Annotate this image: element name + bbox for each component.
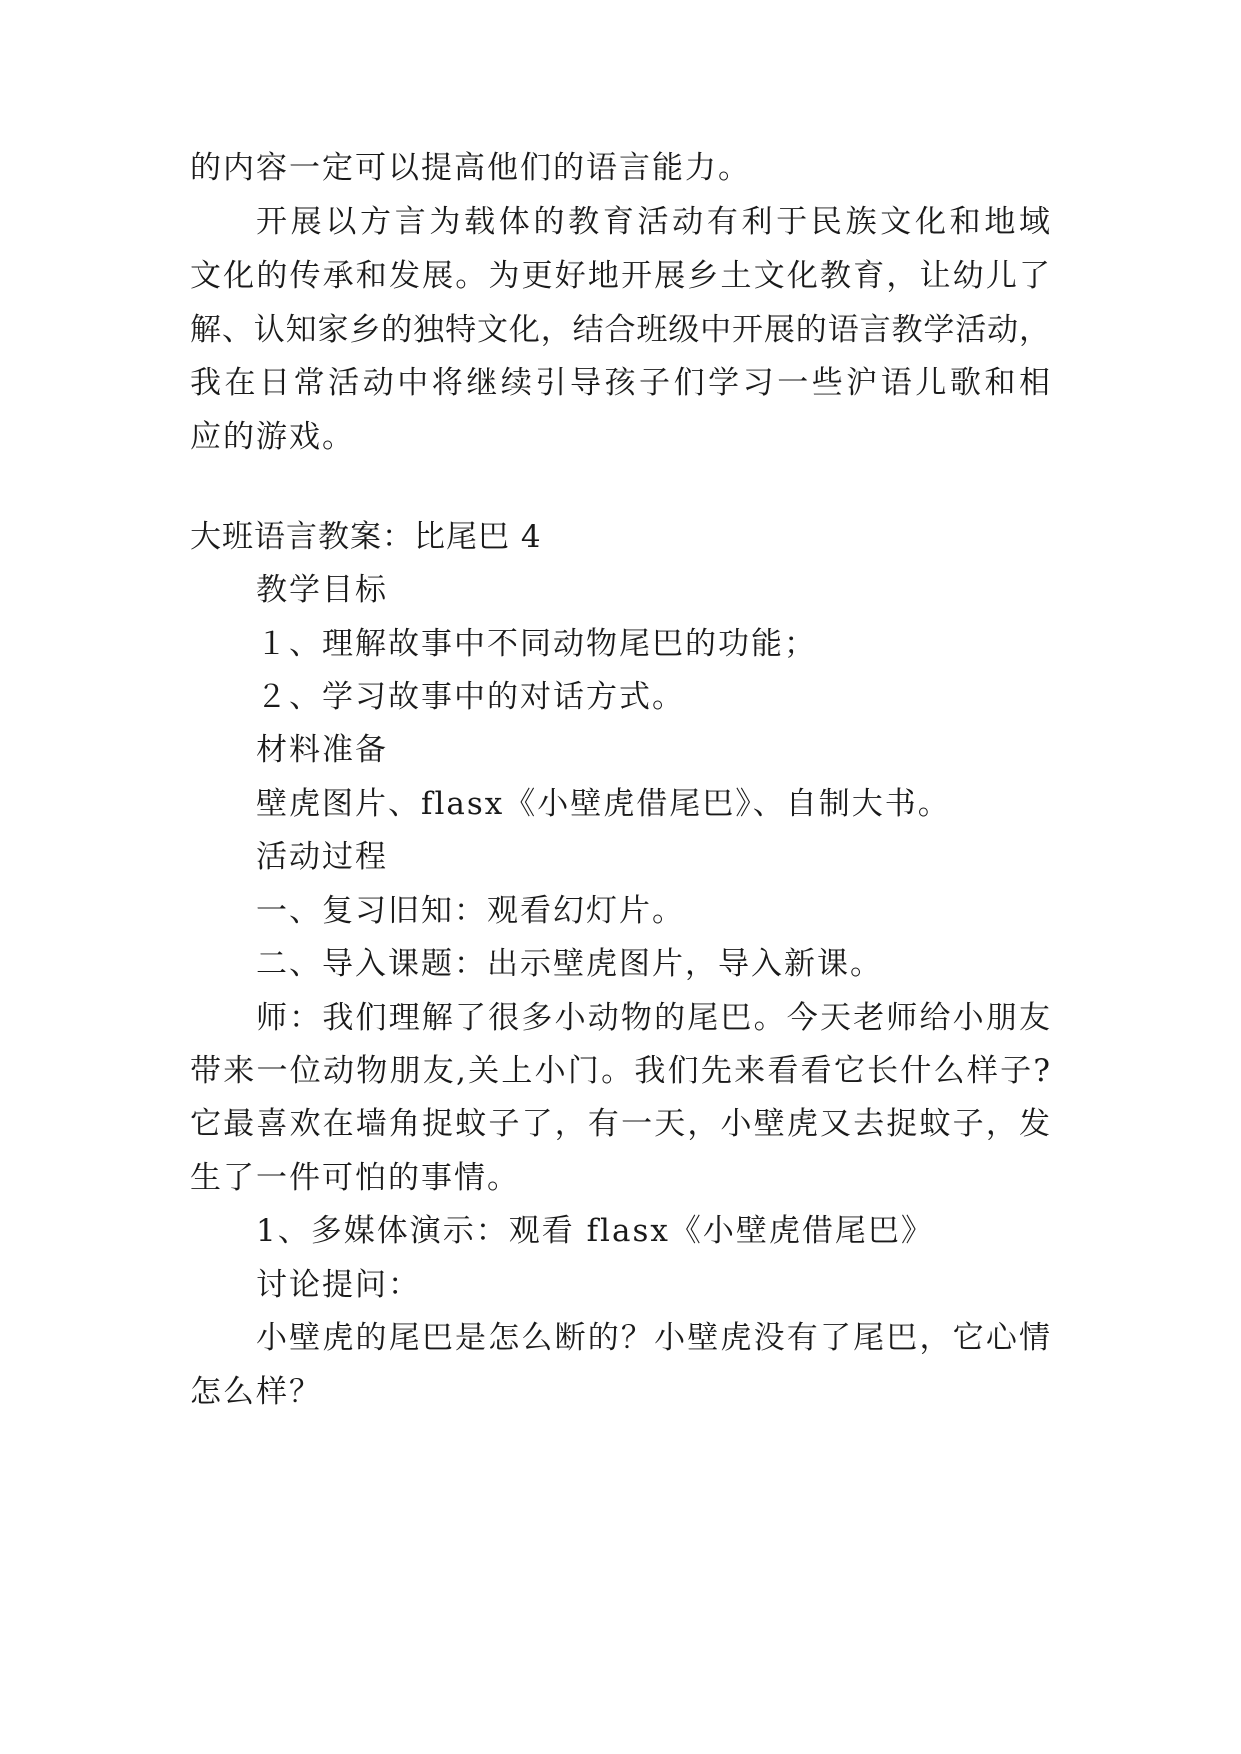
paragraph-line: 讨论提问： xyxy=(256,1267,421,1303)
paragraph-line: 的内容一定可以提高他们的语言能力。 xyxy=(190,150,751,186)
paragraph-line: 文化的传承和发展。为更好地开展乡土文化教育，让幼儿了 xyxy=(190,258,1050,294)
paragraph-line: 壁虎图片、flasx《小壁虎借尾巴》、自制大书。 xyxy=(256,786,951,822)
heading-process: 活动过程 xyxy=(256,839,388,875)
heading-objectives: 教学目标 xyxy=(256,572,388,608)
heading-materials: 材料准备 xyxy=(256,732,388,768)
paragraph-line: 开展以方言为载体的教育活动有利于民族文化和地域 xyxy=(256,204,1050,240)
paragraph-line: 怎么样？ xyxy=(190,1374,322,1410)
list-item: 二、导入课题：出示壁虎图片，导入新课。 xyxy=(256,946,883,982)
paragraph-line: 小壁虎的尾巴是怎么断的？小壁虎没有了尾巴，它心情 xyxy=(256,1320,1050,1356)
document-page xyxy=(190,0,1050,1754)
paragraph-line: 带来一位动物朋友,关上小门。我们先来看看它长什么样子? xyxy=(190,1053,1050,1089)
paragraph-line: 生了一件可怕的事情。 xyxy=(190,1160,520,1196)
section-title: 大班语言教案：比尾巴 4 xyxy=(190,519,542,555)
paragraph-line: 应的游戏。 xyxy=(190,419,355,455)
paragraph-line: 解、认知家乡的独特文化，结合班级中开展的语言教学活动， xyxy=(190,312,1050,348)
paragraph-line: 我在日常活动中将继续引导孩子们学习一些沪语儿歌和相 xyxy=(190,365,1050,401)
list-item: ２、学习故事中的对话方式。 xyxy=(256,679,685,715)
paragraph-line: 它最喜欢在墙角捉蚊子了，有一天，小壁虎又去捉蚊子，发 xyxy=(190,1106,1050,1142)
list-item: １、理解故事中不同动物尾巴的功能； xyxy=(256,626,817,662)
list-item: 一、复习旧知：观看幻灯片。 xyxy=(256,893,685,929)
paragraph-line: 师：我们理解了很多小动物的尾巴。今天老师给小朋友 xyxy=(256,1000,1050,1036)
list-item: 1、多媒体演示：观看 flasx《小壁虎借尾巴》 xyxy=(256,1213,934,1249)
